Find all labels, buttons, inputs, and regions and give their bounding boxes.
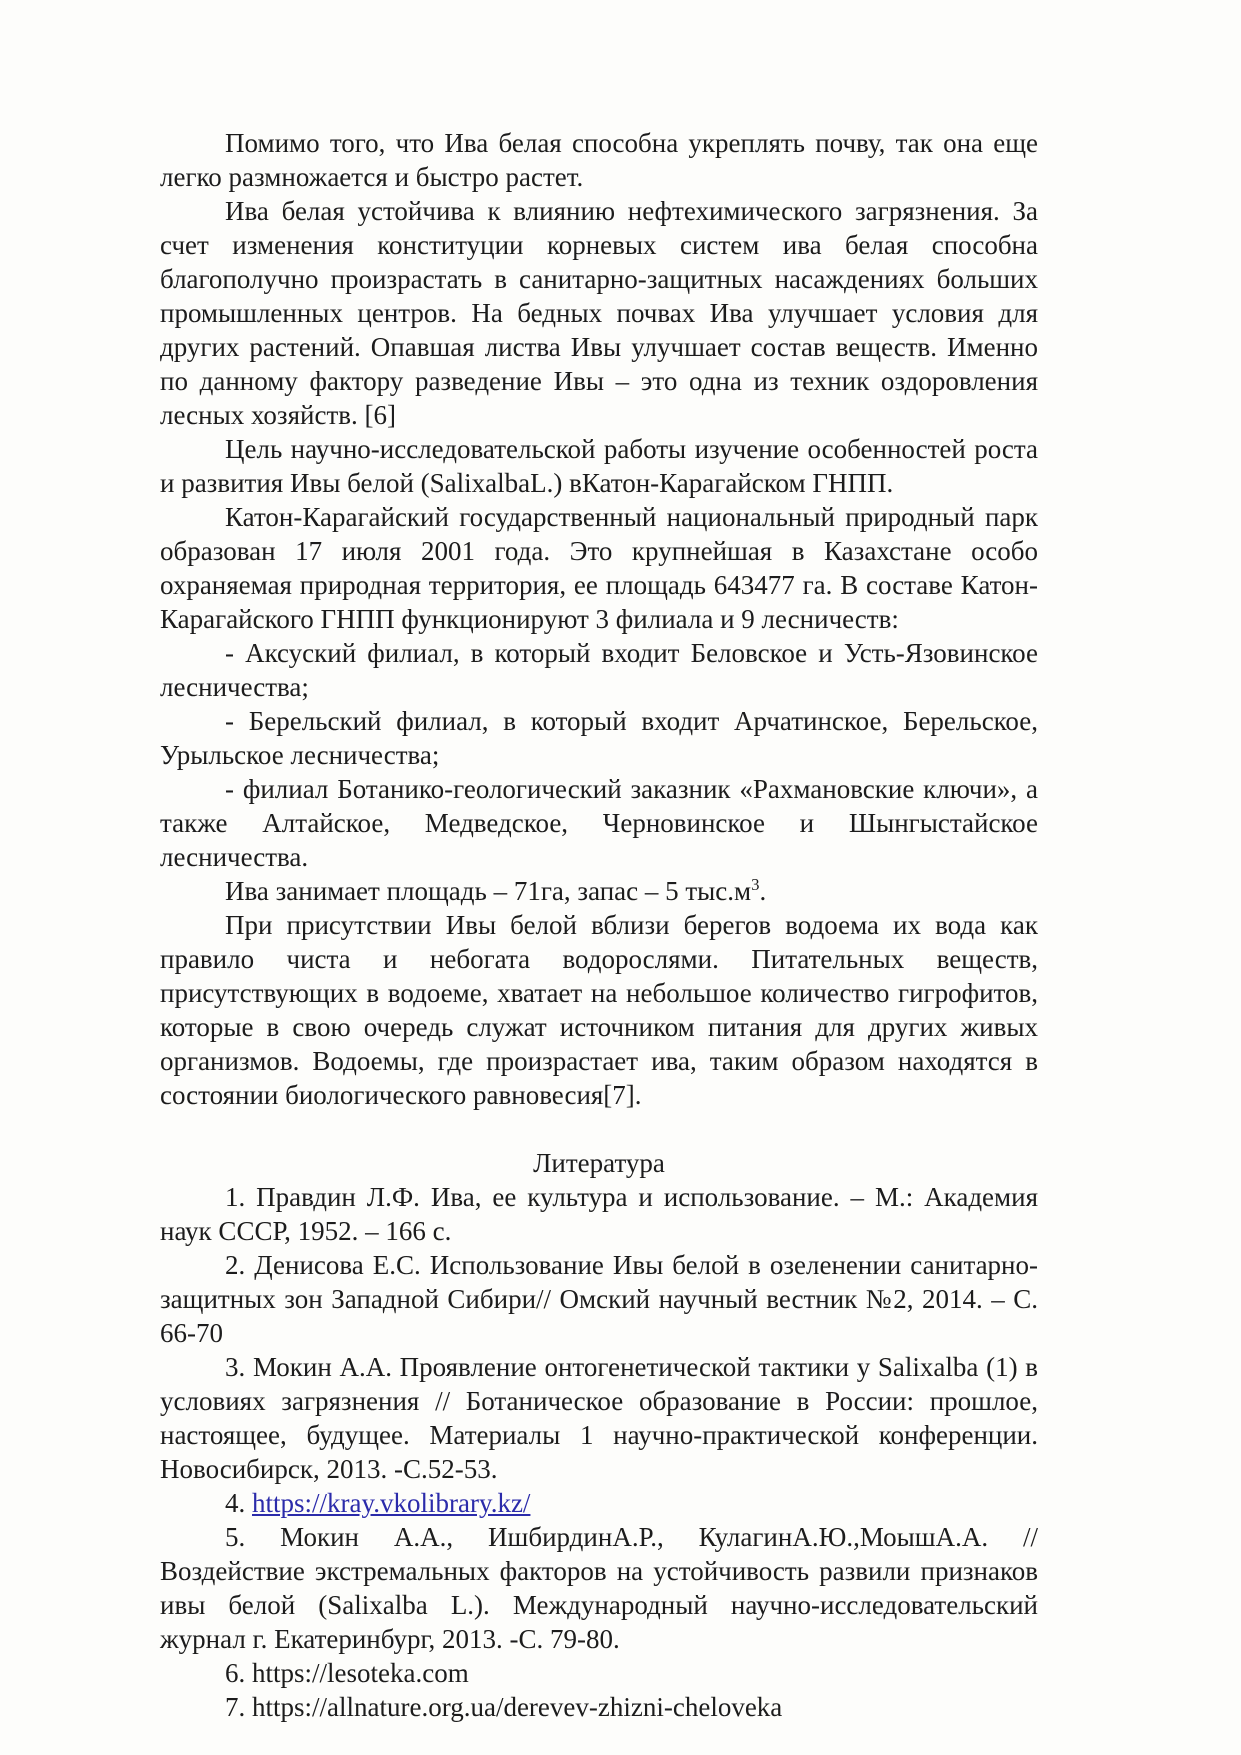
- reference-item-4: [160, 1486, 1038, 1520]
- reference-text: Мокин А.А. Проявление онтогенетической тактики у Salixalba (1) в условиях загрязнения // Ботаническое образование в России: прошлое, настоящее, будущее. Материалы 1 научно-практической конференции. Новосибирск, 2013. -С.52-53.: [160, 1352, 1038, 1484]
- reference-number: 5.: [225, 1522, 246, 1552]
- paragraph-park: Катон-Карагайский государственный национальный природный парк образован 17 июля 2001 года. Это крупнейшая в Казахстане особо охраняемая природная территория, ее площадь 643477 га. В составе Катон-Карагайского ГНПП функционируют 3 филиала и 9 лесничеств:: [160, 502, 1038, 634]
- reference-item-7: [160, 1690, 1038, 1724]
- reference-text: https://allnature.org.ua/derevev-zhizni-cheloveka: [252, 1692, 783, 1722]
- reference-text: https://lesoteka.com: [252, 1658, 469, 1688]
- reference-text: Денисова Е.С. Использование Ивы белой в озеленении санитарно-защитных зон Западной Сибири// Омский научный вестник №2, 2014. – С. 66-70: [160, 1250, 1039, 1348]
- reference-item-1: [160, 1180, 1038, 1248]
- paragraph-resistance: Ива белая устойчива к влиянию нефтехимического загрязнения. За счет изменения конституции корневых систем ива белая способна благополучно произрастать в санитарно-защитных насаждениях больших промышленных центров. На бедных почвах Ива улучшает условия для других растений. Опавшая листва Ивы улучшает состав веществ. Именно по данному фактору разведение Ивы – это одна из техник оздоровления лесных хозяйств. [6]: [160, 196, 1038, 430]
- reference-item-2: [160, 1248, 1038, 1350]
- paragraph-water: При присутствии Ивы белой вблизи берегов водоема их вода как правило чиста и небогата водорослями. Питательных веществ, присутствующих в водоеме, хватает на небольшое количество гигрофитов, которые в свою очередь служат источником питания для других живых организмов. Водоемы, где произрастает ива, таким образом находятся в состоянии биологического равновесия[7].: [160, 910, 1038, 1110]
- reference-link-kray-vkolibrary[interactable]: https://kray.vkolibrary.kz/: [252, 1488, 531, 1518]
- paragraph-area: [160, 874, 1038, 908]
- paragraph-soil: Помимо того, что Ива белая способна укреплять почву, так она еще легко размножается и быстро растет.: [160, 128, 1038, 192]
- reference-item-6: [160, 1656, 1038, 1690]
- list-item-branch-botaniko: - филиал Ботанико-геологический заказник «Рахмановские ключи», а также Алтайское, Медведское, Черновинское и Шынгыстайское лесничества.: [160, 774, 1038, 872]
- reference-number: 7.: [225, 1692, 246, 1722]
- reference-number: 3.: [225, 1352, 246, 1382]
- reference-number: 2.: [225, 1250, 246, 1280]
- reference-text: Правдин Л.Ф. Ива, ее культура и использование. – М.: Академия наук СССР, 1952. – 166 с.: [160, 1182, 1038, 1246]
- reference-number: 4.: [225, 1488, 246, 1518]
- paragraph-goal: Цель научно-исследовательской работы изучение особенностей роста и развития Ивы белой (SalixalbaL.) вКатон-Карагайском ГНПП.: [160, 434, 1038, 498]
- literature-heading: Литература: [533, 1148, 665, 1178]
- area-text-period: .: [759, 876, 767, 906]
- reference-item-5: [160, 1520, 1038, 1656]
- reference-text: Мокин А.А., ИшбирдинА.Р., КулагинА.Ю.,МоышА.А. // Воздействие экстремальных факторов на устойчивость развили признаков ивы белой (Salixalba L.). Международный научно-исследовательский журнал г. Екатеринбург, 2013. -С. 79-80.: [160, 1522, 1039, 1654]
- reference-item-3: [160, 1350, 1038, 1486]
- reference-number: 6.: [225, 1658, 246, 1688]
- superscript-cubed: 3: [751, 875, 760, 894]
- list-item-branch-aksu: - Аксуский филиал, в который входит Беловское и Усть-Язовинское лесничества;: [160, 638, 1038, 702]
- area-text: Ива занимает площадь – 71га, запас – 5 тыс.м: [225, 876, 752, 906]
- reference-number: 1.: [225, 1182, 246, 1212]
- list-item-branch-berel: - Берельский филиал, в который входит Арчатинское, Берельское, Урыльское лесничества;: [160, 706, 1038, 770]
